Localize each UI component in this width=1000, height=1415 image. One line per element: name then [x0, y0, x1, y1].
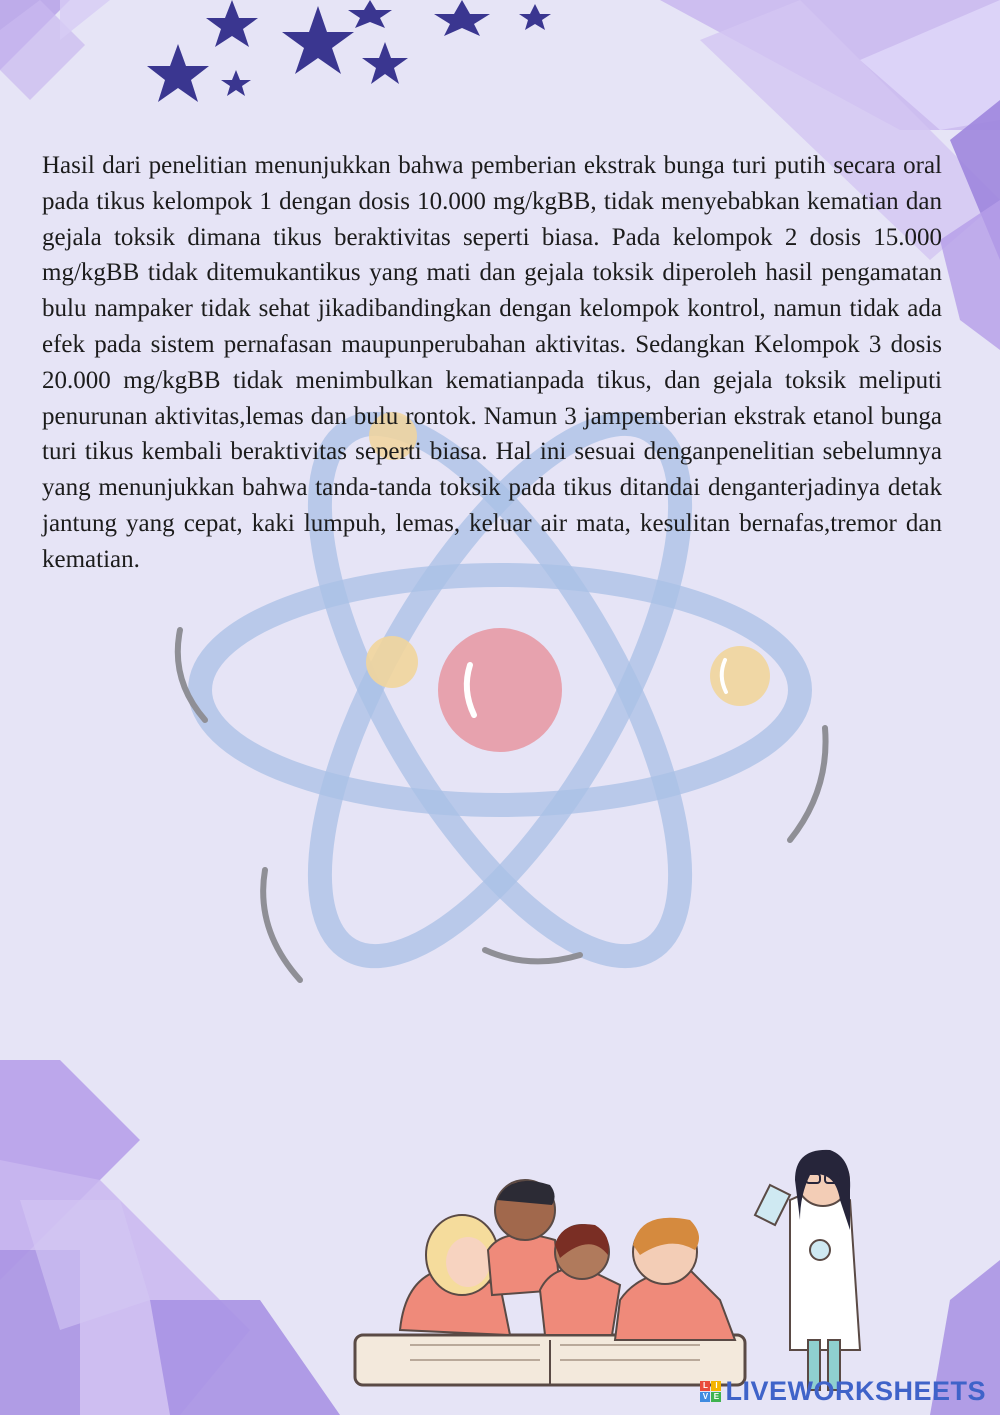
stars-icon: [147, 0, 551, 102]
corner-shapes-top-left: [0, 0, 110, 100]
liveworksheets-logo-badge: L I V E: [700, 1381, 721, 1402]
students-reading-illustration: [355, 1180, 745, 1385]
corner-shapes-bottom-left: [0, 1060, 340, 1415]
body-paragraph: Hasil dari penelitian menunjukkan bahwa pemberian ekstrak bunga turi putih secara oral pada tikus kelompok 1 dengan dosis 10.000 mg/kgBB, tidak menyebabkan kematian dan gejala toksik dimana tikus beraktivitas seperti biasa. Pada kelompok 2 dosis 15.000 mg/kgBB tidak ditemukantikus yang mati dan gejala toksik diperoleh hasil pengamatan bulu nampaker tidak sehat jikadibandingkan dengan kelompok kontrol, namun tidak ada efek pada sistem pernafasan maupunperubahan aktivitas. Sedangkan Kelompok 3 dosis 20.000 mg/kgBB tidak menimbulkan kematianpada tikus, dan gejala toksik meliputi penurunan aktivitas,lemas dan bulu rontok. Namun 3 jampemberian ekstrak etanol bunga turi tikus kembali beraktivitas seperti biasa. Hal ini sesuai denganpenelitian sebelumnya yang menunjukkan bahwa tanda-tanda toksik pada tikus ditandai denganterjadinya detak jantung yang cepat, kaki lumpuh, lemas, keluar air mata, kesulitan bernafas,tremor dan kematian.: [42, 152, 942, 573]
scientist-illustration: [755, 1150, 860, 1390]
watermark-text: LIVEWORKSHEETS: [725, 1376, 986, 1406]
liveworksheets-watermark: [700, 1376, 986, 1407]
